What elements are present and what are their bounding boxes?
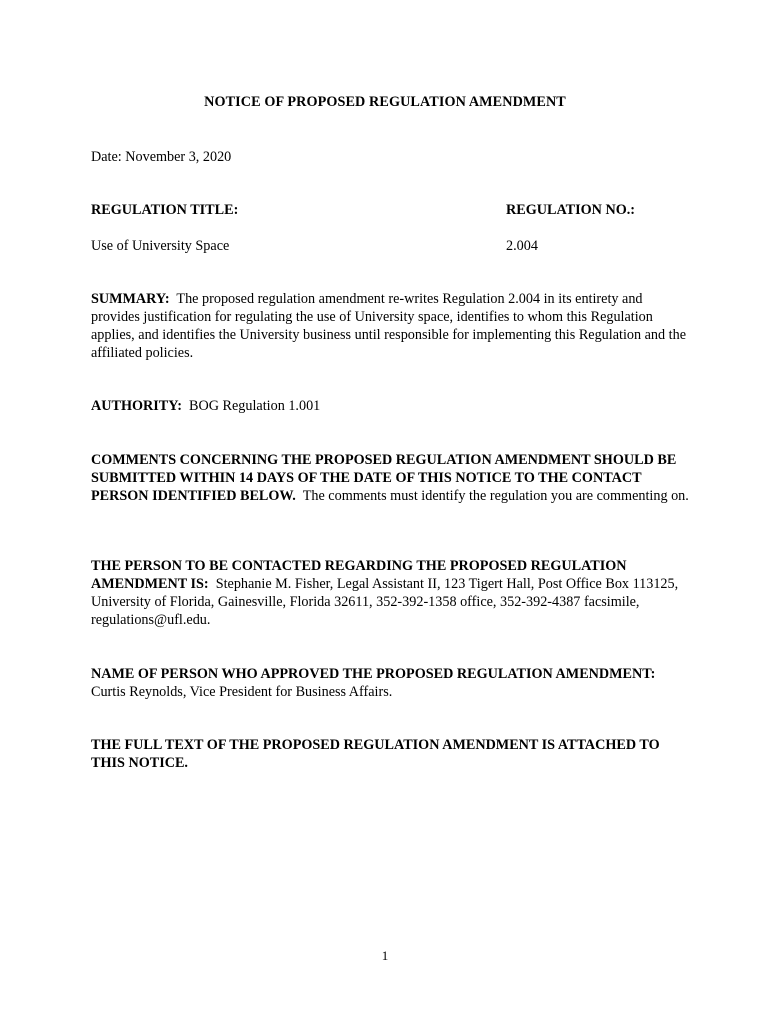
authority-label: AUTHORITY: (91, 398, 182, 414)
summary-label: SUMMARY: (91, 291, 170, 307)
summary-section (91, 290, 691, 362)
regulation-title-value: Use of University Space (91, 238, 230, 254)
regulation-no-label: REGULATION NO.: (506, 202, 636, 218)
comments-label: COMMENTS CONCERNING THE PROPOSED REGULATION AMENDMENT SHOULD BE SUBMITTED WITHIN 14 DAYS OF THE DATE OF THIS NOTICE TO THE CONTACT PERSON IDENTIFIED BELOW. (91, 452, 677, 504)
date-line: Date: November 3, 2020 (91, 149, 232, 165)
approver-text: Curtis Reynolds, Vice President for Business Affairs. (91, 684, 393, 700)
fulltext-notice: THE FULL TEXT OF THE PROPOSED REGULATION AMENDMENT IS ATTACHED TO THIS NOTICE. (91, 737, 660, 771)
document-title: NOTICE OF PROPOSED REGULATION AMENDMENT (204, 94, 566, 110)
comments-text: The comments must identify the regulation you are commenting on. (302, 488, 689, 504)
authority-section (91, 397, 320, 415)
regulation-title-label: REGULATION TITLE: (91, 202, 239, 218)
authority-text: BOG Regulation 1.001 (189, 398, 321, 414)
approver-label: NAME OF PERSON WHO APPROVED THE PROPOSED REGULATION AMENDMENT: (91, 666, 656, 682)
contact-section (91, 557, 691, 629)
contact-label: THE PERSON TO BE CONTACTED REGARDING THE PROPOSED REGULATION AMENDMENT IS: (91, 558, 627, 592)
summary-text: The proposed regulation amendment re-writes Regulation 2.004 in its entirety and provides justification for regulating the use of University space, identifies to whom this Regulation applies, and identifies the University business until responsible for implementing this Regulation and the affiliated policies. (91, 291, 686, 361)
approver-section (91, 665, 691, 701)
comments-section (91, 451, 691, 505)
regulation-no-value: 2.004 (506, 238, 538, 254)
page-number: 1 (381, 948, 389, 963)
contact-text: Stephanie M. Fisher, Legal Assistant II, 123 Tigert Hall, Post Office Box 113125, University of Florida, Gainesville, Florida 32611, 352-392-1358 office, 352-392-4387 facsimile, regulations@ufl.edu. (91, 576, 679, 628)
